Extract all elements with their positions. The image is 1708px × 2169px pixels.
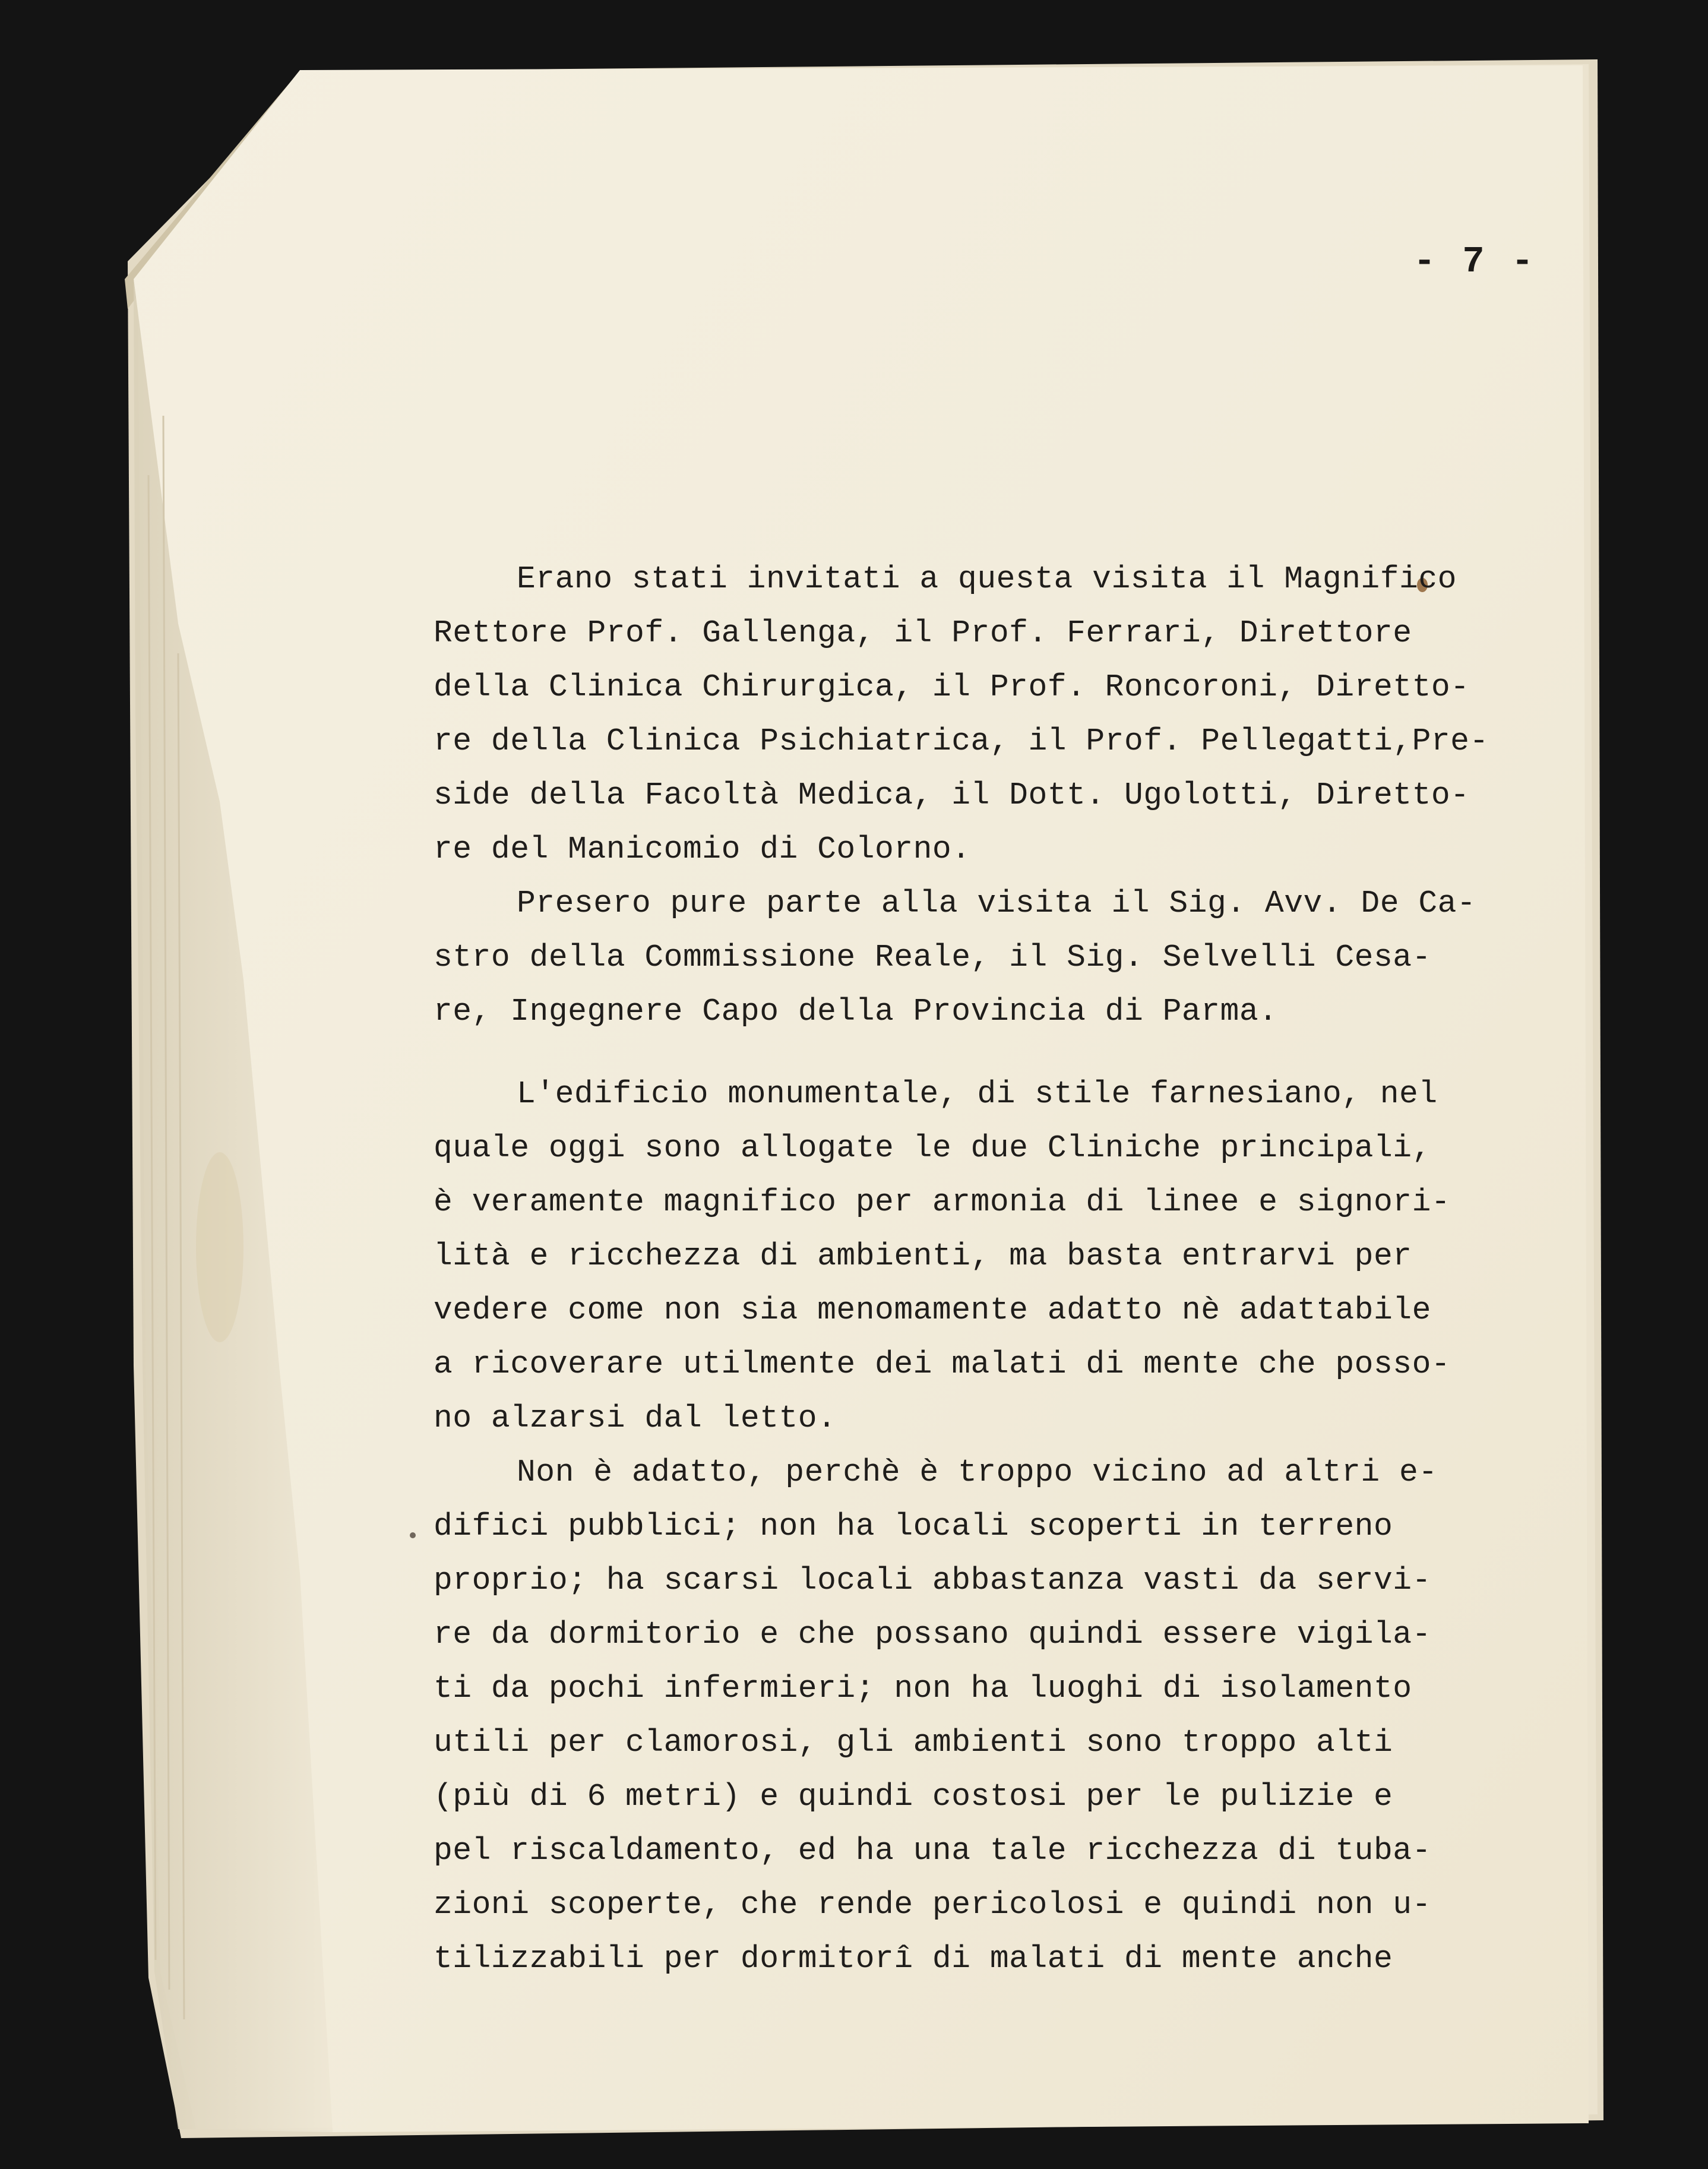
text-line: ti da pochi infermieri; non ha luoghi di isolamento — [434, 1671, 1412, 1706]
text-line: Erano stati invitati a questa visita il Magnifico — [517, 561, 1457, 597]
text-line: (più di 6 metri) e quindi costosi per le pulizie e — [434, 1779, 1393, 1814]
text-line: Rettore Prof. Gallenga, il Prof. Ferrari, Direttore — [434, 615, 1412, 651]
text-line: no alzarsi dal letto. — [434, 1400, 837, 1436]
text-line: è veramente magnifico per armonia di linee e signori- — [434, 1184, 1451, 1220]
text-line: tilizzabili per dormitorî di malati di mente anche — [434, 1941, 1393, 1977]
text-line: zioni scoperte, che rende pericolosi e quindi non u- — [434, 1887, 1431, 1923]
text-line: re da dormitorio e che possano quindi essere vigila- — [434, 1617, 1431, 1652]
text-line: lità e ricchezza di ambienti, ma basta entrarvi per — [434, 1238, 1412, 1274]
text-line: re del Manicomio di Colorno. — [434, 831, 971, 867]
paragraph — [434, 552, 1489, 877]
text-line: pel riscaldamento, ed ha una tale ricchezza di tuba- — [434, 1833, 1431, 1868]
text-line: Non è adatto, perchè è troppo vicino ad altri e- — [517, 1455, 1438, 1490]
text-line: utili per clamorosi, gli ambienti sono troppo alti — [434, 1725, 1393, 1760]
text-line: side della Facoltà Medica, il Dott. Ugolotti, Diretto- — [434, 777, 1470, 813]
paragraph — [434, 877, 1476, 1039]
paragraph — [434, 1067, 1451, 1446]
text-line: re della Clinica Psichiatrica, il Prof. Pellegatti,Pre- — [434, 723, 1489, 759]
text-line: della Clinica Chirurgica, il Prof. Roncoroni, Diretto- — [434, 669, 1470, 705]
text-line: L'edificio monumentale, di stile farnesiano, nel — [517, 1076, 1438, 1112]
text-line: re, Ingegnere Capo della Provincia di Parma. — [434, 994, 1278, 1029]
paragraph — [434, 1446, 1443, 1986]
text-line: vedere come non sia menomamente adatto nè adattabile — [434, 1292, 1431, 1328]
page-number: - 7 - — [1413, 241, 1536, 283]
text-line: stro della Commissione Reale, il Sig. Selvelli Cesa- — [434, 940, 1431, 975]
text-line: difici pubblici; non ha locali scoperti in terreno — [434, 1509, 1393, 1544]
text-line: proprio; ha scarsi locali abbastanza vasti da servi- — [434, 1563, 1431, 1598]
text-line: a ricoverare utilmente dei malati di mente che posso- — [434, 1346, 1451, 1382]
typewritten-text — [434, 552, 1489, 1986]
text-line: Presero pure parte alla visita il Sig. Avv. De Ca- — [517, 886, 1476, 921]
text-line: quale oggi sono allogate le due Cliniche principali, — [434, 1130, 1431, 1166]
